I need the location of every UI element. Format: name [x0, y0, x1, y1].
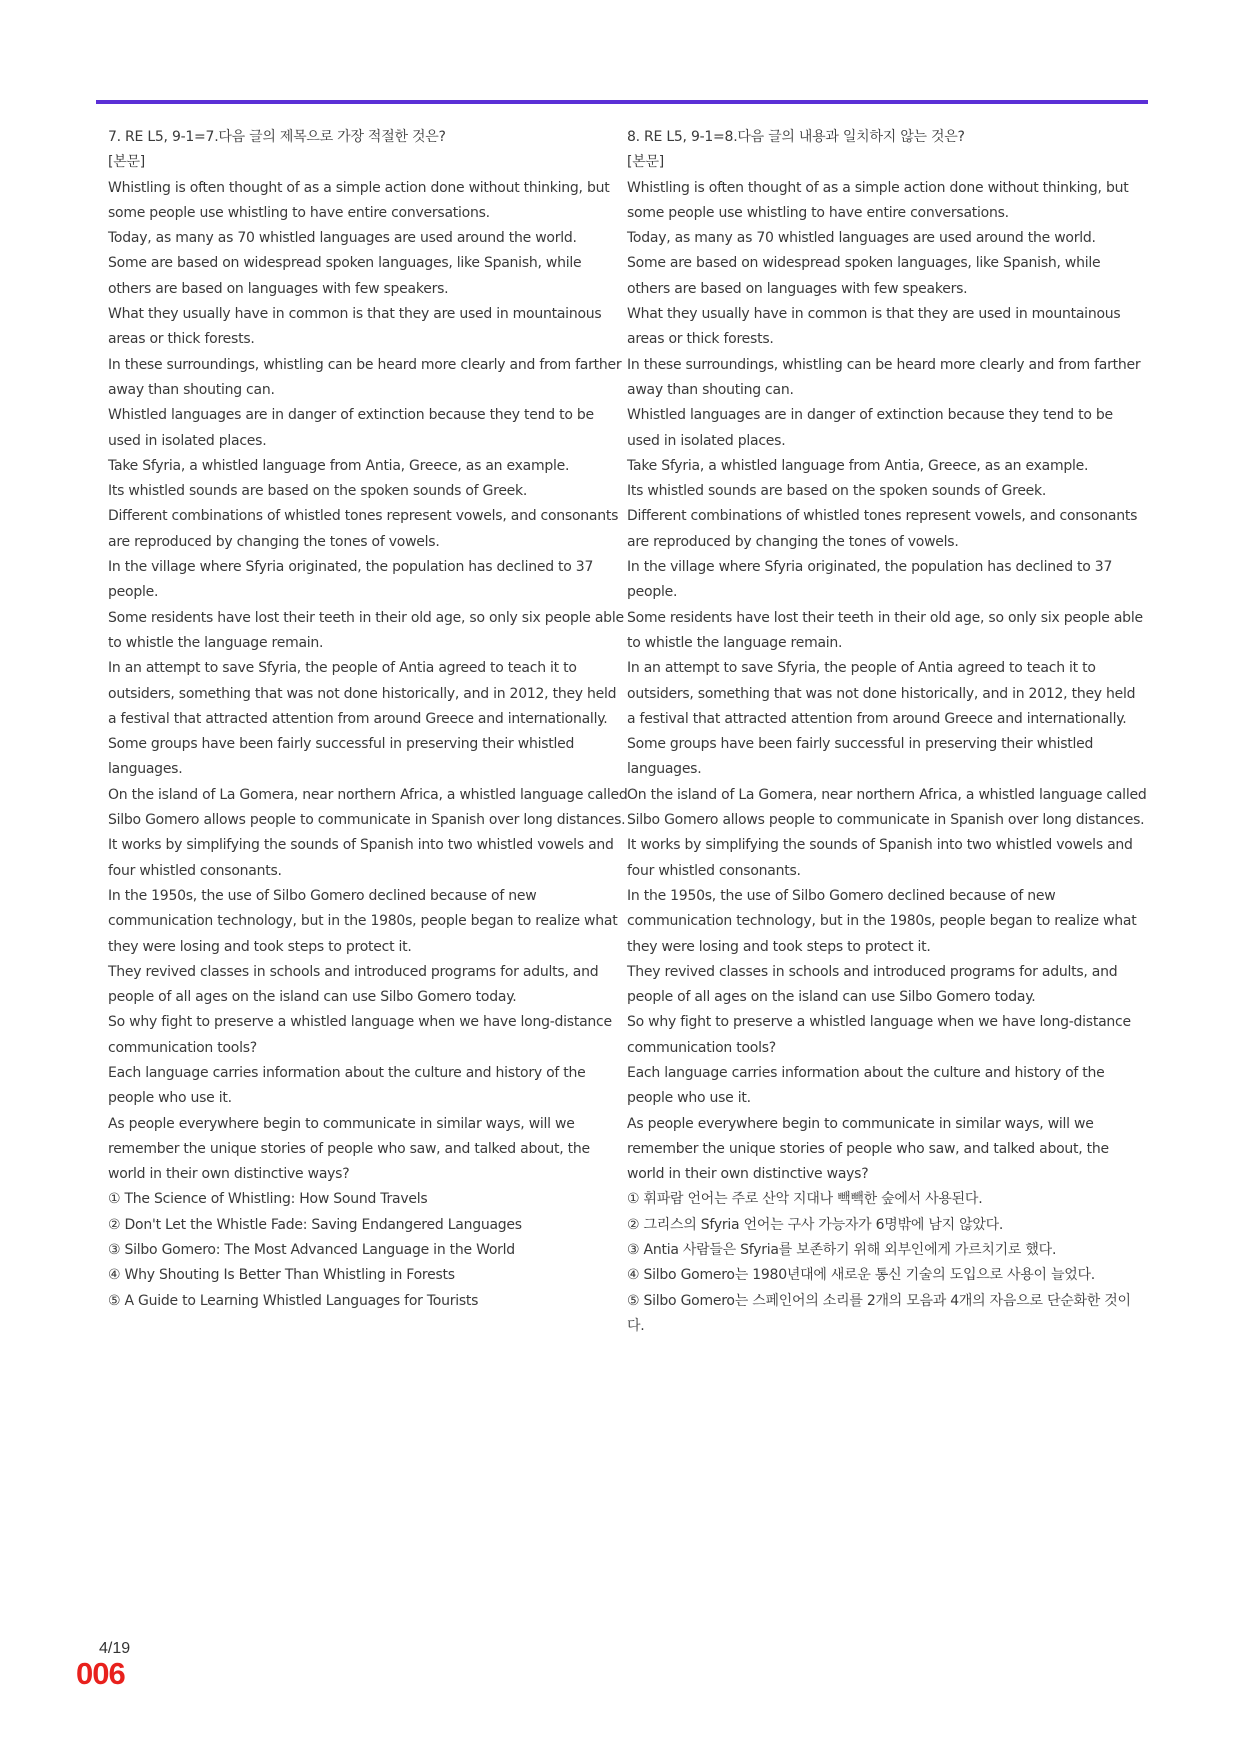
passage-sentence: Different combinations of whistled tones represent vowels, and consonants are reproduced by changing the tones of vowels.: [108, 508, 619, 550]
passage-sentence: What they usually have in common is that they are used in mountainous areas or thick forests.: [627, 306, 1121, 348]
passage-sentence: It works by simplifying the sounds of Spanish into two whistled vowels and four whistled consonants.: [627, 837, 1133, 879]
answer-choices: [108, 1187, 628, 1313]
passage-tag: [본문]: [108, 154, 145, 171]
passage-sentence: It works by simplifying the sounds of Spanish into two whistled vowels and four whistled consonants.: [108, 837, 614, 879]
passage-sentence: Some groups have been fairly successful in preserving their whistled languages.: [108, 736, 575, 778]
passage-sentence: In the 1950s, the use of Silbo Gomero declined because of new communication technology, but in the 1980s, people began to realize what they were losing and took steps to protect it.: [108, 887, 618, 955]
answer-choice[interactable]: ③ Antia 사람들은 Sfyria를 보존하기 위해 외부인에게 가르치기로 했다.: [627, 1242, 1057, 1259]
passage-sentence: They revived classes in schools and introduced programs for adults, and people of all ages on the island can use Silbo Gomero today.: [108, 963, 599, 1006]
passage-sentence: So why fight to preserve a whistled language when we have long-distance communication tools?: [627, 1014, 1131, 1056]
answer-choice[interactable]: ① 휘파람 언어는 주로 산악 지대나 빽빽한 숲에서 사용된다.: [627, 1191, 983, 1208]
passage-sentence: Take Sfyria, a whistled language from Antia, Greece, as an example.: [627, 457, 1089, 474]
answer-choice[interactable]: ④ Silbo Gomero는 1980년대에 새로운 통신 기술의 도입으로 사용이 늘었다.: [627, 1267, 1096, 1284]
answer-choice[interactable]: ⑤ A Guide to Learning Whistled Languages for Tourists: [108, 1292, 479, 1309]
passage-sentence: Some groups have been fairly successful in preserving their whistled languages.: [627, 736, 1094, 778]
answer-choice[interactable]: ① The Science of Whistling: How Sound Travels: [108, 1191, 428, 1208]
passage-sentence: Its whistled sounds are based on the spoken sounds of Greek.: [108, 483, 528, 500]
passage-sentence: In the village where Sfyria originated, the population has declined to 37 people.: [627, 559, 1113, 601]
passage-sentence: Whistling is often thought of as a simple action done without thinking, but some people use whistling to have entire conversations.: [627, 179, 1129, 221]
answer-choice[interactable]: ④ Why Shouting Is Better Than Whistling in Forests: [108, 1267, 455, 1284]
question-header: 7. RE L5, 9-1=7.다음 글의 제목으로 가장 적절한 것은?: [108, 129, 446, 145]
passage-sentence: In these surroundings, whistling can be heard more clearly and from farther away than shouting can.: [108, 356, 622, 398]
answer-choices: [627, 1187, 1147, 1339]
passage-sentence: Its whistled sounds are based on the spoken sounds of Greek.: [627, 483, 1047, 500]
passage-sentence: Whistled languages are in danger of extinction because they tend to be used in isolated places.: [108, 407, 594, 449]
passage-sentence: As people everywhere begin to communicate in similar ways, will we remember the unique stories of people who saw, and talked about, the world in their own distinctive ways?: [108, 1115, 590, 1183]
page-code: 006: [76, 1656, 125, 1691]
passage-sentence: In the village where Sfyria originated, the population has declined to 37 people.: [108, 559, 594, 601]
passage-sentence: Today, as many as 70 whistled languages are used around the world.: [627, 230, 1096, 247]
question-header: 8. RE L5, 9-1=8.다음 글의 내용과 일치하지 않는 것은?: [627, 129, 965, 145]
passage-sentence: In an attempt to save Sfyria, the people of Antia agreed to teach it to outsiders, something that was not done historically, and in 2012, they held a festival that attracted attention from around Greece and internationally.: [627, 660, 1136, 727]
answer-choice[interactable]: ② 그리스의 Sfyria 언어는 구사 가능자가 6명밖에 남지 않았다.: [627, 1216, 1004, 1233]
passage-sentence: As people everywhere begin to communicate in similar ways, will we remember the unique stories of people who saw, and talked about, the world in their own distinctive ways?: [627, 1115, 1109, 1183]
passage-sentence: In these surroundings, whistling can be heard more clearly and from farther away than shouting can.: [627, 356, 1141, 398]
passage-sentence: Some residents have lost their teeth in their old age, so only six people able to whistle the language remain.: [627, 609, 1143, 651]
passage-sentence: Whistling is often thought of as a simple action done without thinking, but some people use whistling to have entire conversations.: [108, 179, 610, 221]
passage-sentence: They revived classes in schools and introduced programs for adults, and people of all ages on the island can use Silbo Gomero today.: [627, 963, 1118, 1006]
passage: [108, 176, 628, 1188]
question-7: [108, 125, 628, 1314]
passage-sentence: Some are based on widespread spoken languages, like Spanish, while others are based on languages with few speakers.: [108, 255, 582, 297]
passage-sentence: Some residents have lost their teeth in their old age, so only six people able to whistle the language remain.: [108, 609, 624, 651]
passage-sentence: Whistled languages are in danger of extinction because they tend to be used in isolated places.: [627, 407, 1113, 449]
answer-choice[interactable]: ③ Silbo Gomero: The Most Advanced Language in the World: [108, 1242, 515, 1259]
passage-sentence: What they usually have in common is that they are used in mountainous areas or thick forests.: [108, 306, 602, 348]
passage-sentence: Each language carries information about the culture and history of the people who use it.: [627, 1064, 1105, 1107]
top-divider: [96, 100, 1148, 104]
answer-choice[interactable]: ② Don't Let the Whistle Fade: Saving Endangered Languages: [108, 1216, 522, 1233]
question-8: [627, 125, 1147, 1339]
passage-tag: [본문]: [627, 154, 664, 171]
passage-sentence: On the island of La Gomera, near northern Africa, a whistled language called Silbo Gomero allows people to communicate in Spanish over long distances.: [627, 786, 1147, 829]
passage-sentence: Take Sfyria, a whistled language from Antia, Greece, as an example.: [108, 457, 570, 474]
passage-sentence: Today, as many as 70 whistled languages are used around the world.: [108, 230, 577, 247]
passage-sentence: In the 1950s, the use of Silbo Gomero declined because of new communication technology, but in the 1980s, people began to realize what they were losing and took steps to protect it.: [627, 887, 1137, 955]
passage-sentence: Each language carries information about the culture and history of the people who use it.: [108, 1064, 586, 1107]
page-number: 4/19: [99, 1640, 131, 1657]
passage-sentence: So why fight to preserve a whistled language when we have long-distance communication tools?: [108, 1014, 612, 1056]
passage-sentence: On the island of La Gomera, near northern Africa, a whistled language called Silbo Gomero allows people to communicate in Spanish over long distances.: [108, 786, 628, 829]
passage-sentence: Different combinations of whistled tones represent vowels, and consonants are reproduced by changing the tones of vowels.: [627, 508, 1138, 550]
passage-sentence: Some are based on widespread spoken languages, like Spanish, while others are based on languages with few speakers.: [627, 255, 1101, 297]
answer-choice[interactable]: ⑤ Silbo Gomero는 스페인어의 소리를 2개의 모음과 4개의 자음으로 단순화한 것이다.: [627, 1292, 1131, 1334]
passage-sentence: In an attempt to save Sfyria, the people of Antia agreed to teach it to outsiders, something that was not done historically, and in 2012, they held a festival that attracted attention from around Greece and internationally.: [108, 660, 617, 727]
passage: [627, 176, 1147, 1188]
